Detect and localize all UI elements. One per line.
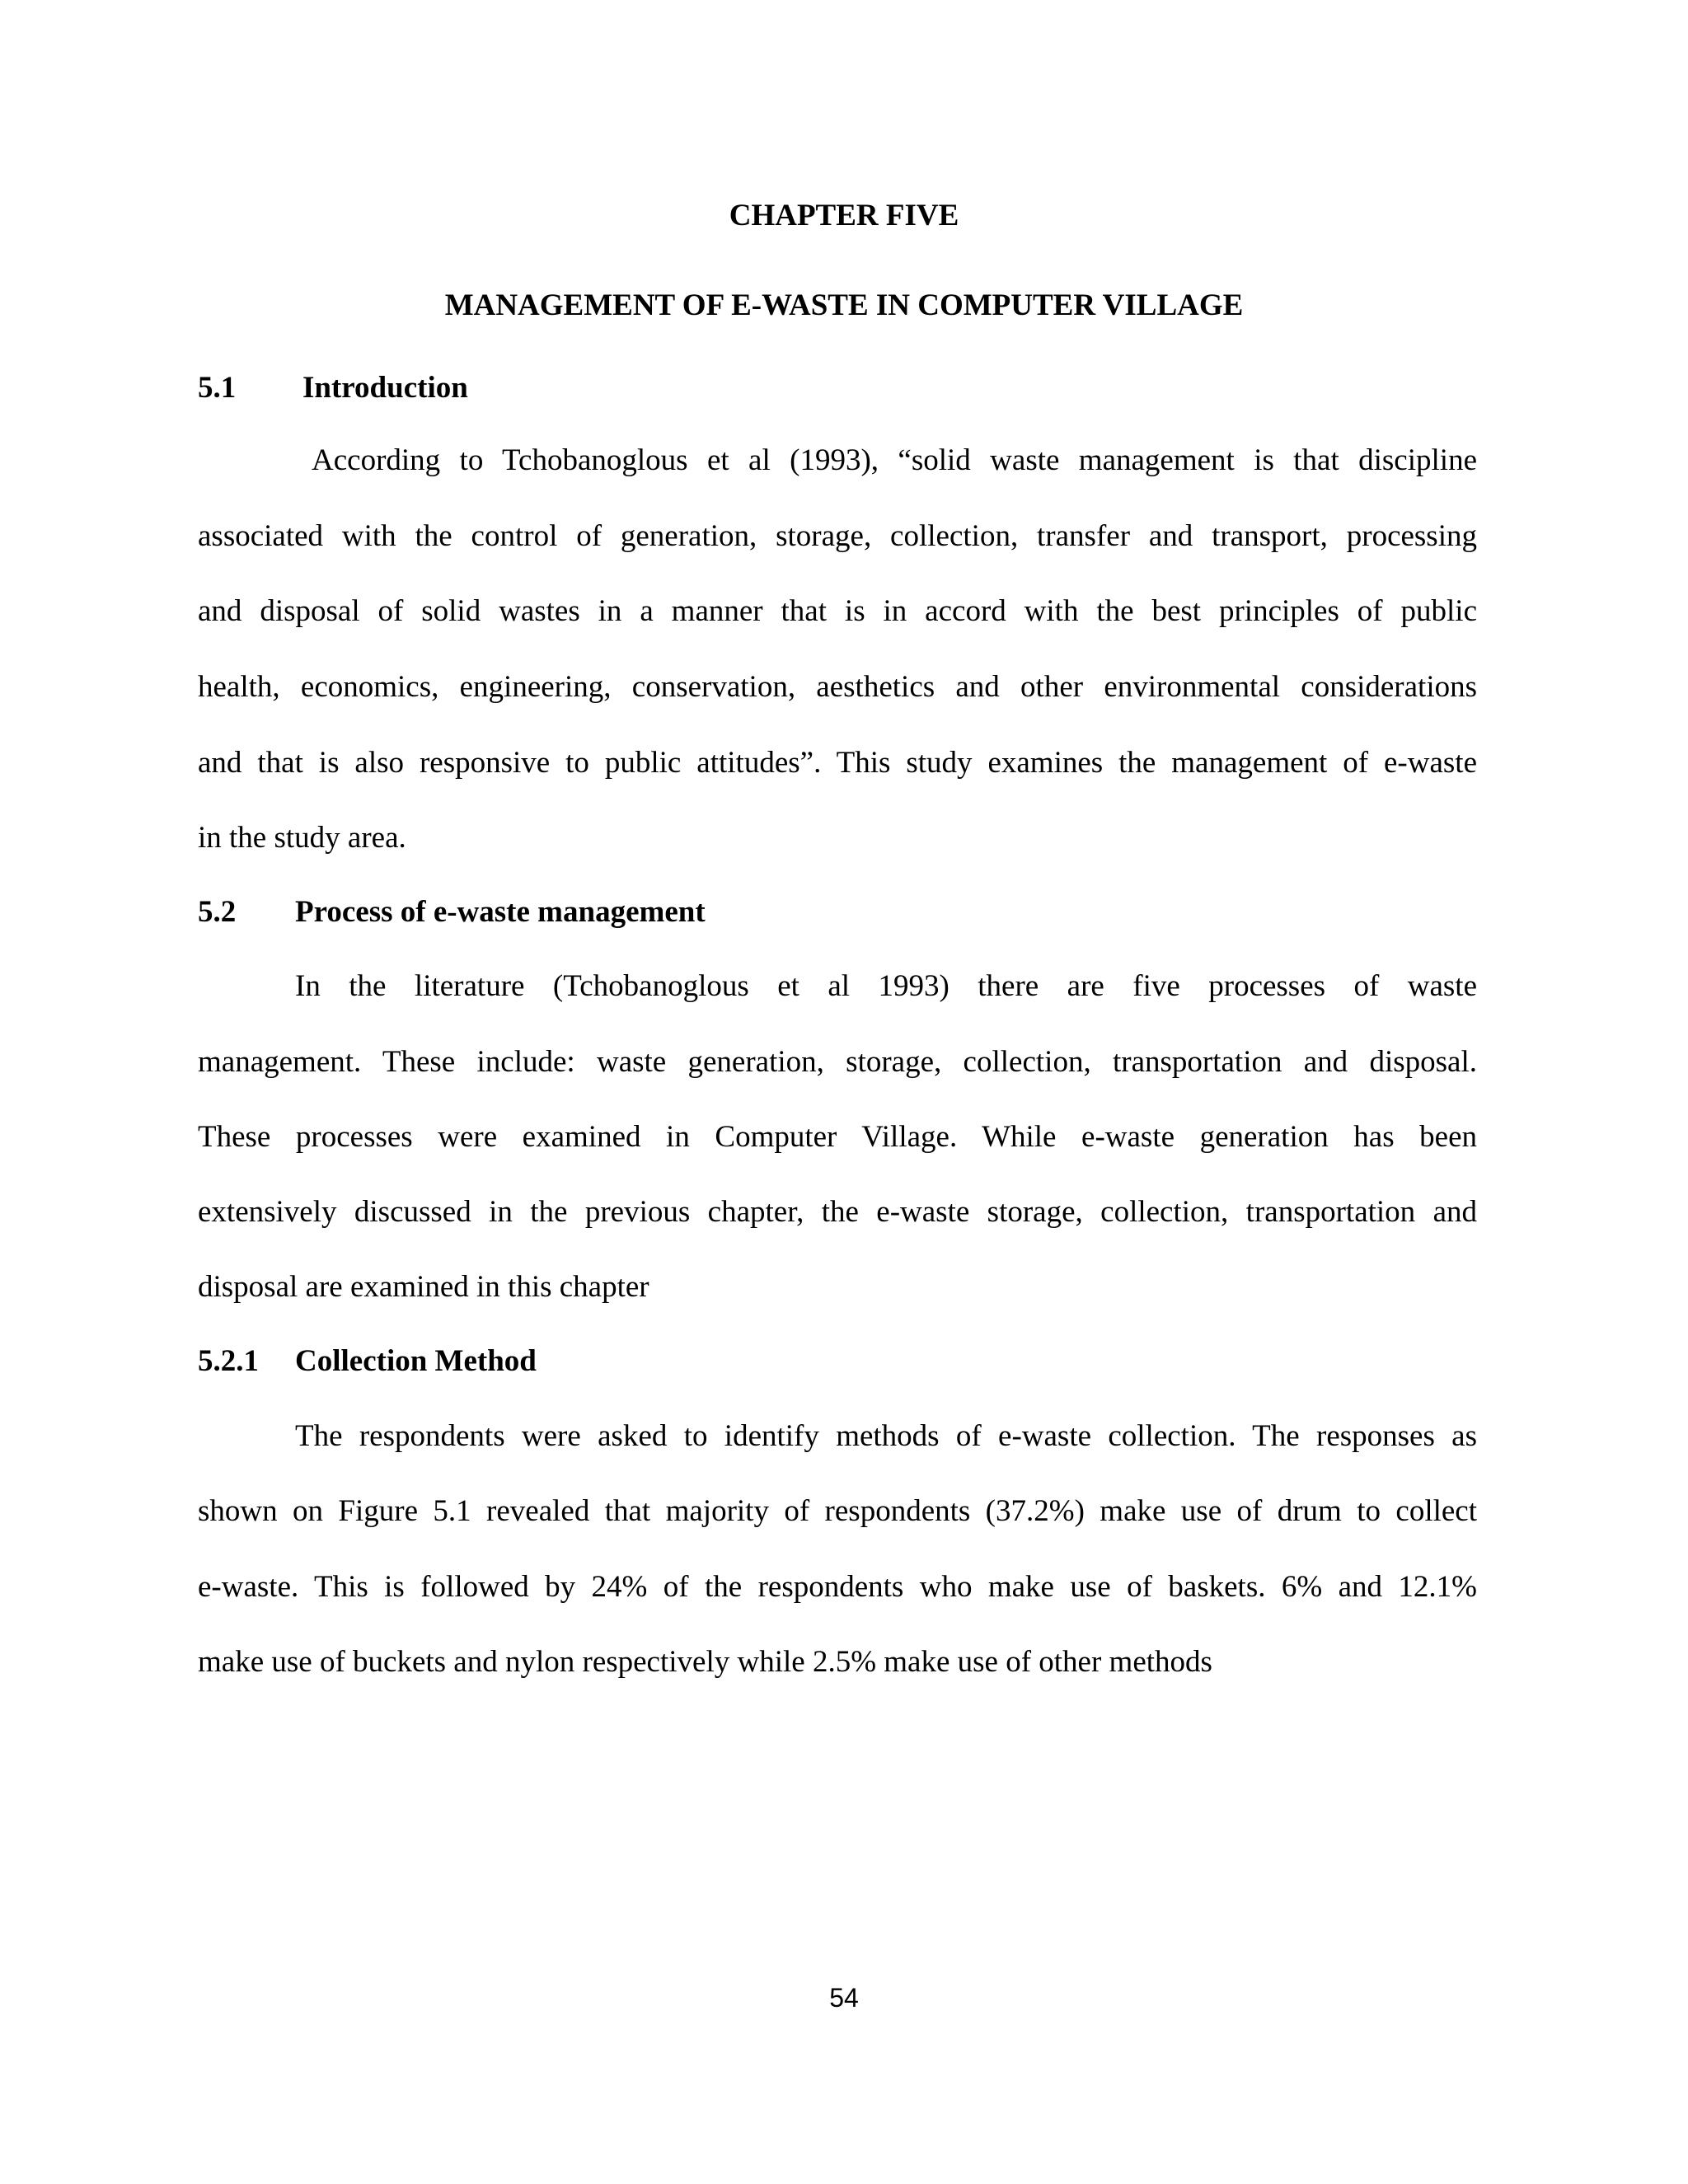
paragraph-line: disposal are examined in this chapter: [198, 1270, 649, 1304]
section-number: 5.2: [198, 895, 237, 929]
paragraph-line: associated with the control of generation, storage, collection, transfer and transport, processing: [198, 519, 1477, 553]
paragraph-line: management. These include: waste generation, storage, collection, transportation and disposal.: [198, 1045, 1477, 1079]
section-heading-5-2: [198, 894, 706, 930]
section-number: 5.1: [198, 371, 237, 405]
section-title: Collection Method: [295, 1344, 537, 1378]
paragraph-line: The respondents were asked to identify methods of e-waste collection. The responses as: [295, 1419, 1477, 1453]
chapter-title: MANAGEMENT OF E-WASTE IN COMPUTER VILLAGE: [444, 288, 1244, 322]
paragraph-line: and disposal of solid wastes in a manner that is in accord with the best principles of public: [198, 594, 1477, 628]
chapter-label: CHAPTER FIVE: [729, 199, 959, 232]
section-heading-5-2-1: [198, 1343, 537, 1379]
paragraph-line: make use of buckets and nylon respectively while 2.5% make use of other methods: [198, 1645, 1212, 1679]
paragraph-line: extensively discussed in the previous chapter, the e-waste storage, collection, transportation and: [198, 1195, 1477, 1229]
section-number: 5.2.1: [198, 1344, 259, 1378]
section-title: Introduction: [302, 371, 468, 405]
paragraph-line: and that is also responsive to public attitudes”. This study examines the management of e-waste: [198, 746, 1477, 780]
paragraph-line: shown on Figure 5.1 revealed that majority of respondents (37.2%) make use of drum to collect: [198, 1494, 1477, 1528]
section-heading-5-1: [198, 370, 468, 405]
page-number: 54: [829, 1983, 859, 2013]
section-title: Process of e-waste management: [295, 895, 706, 929]
paragraph-line: in the study area.: [198, 821, 406, 855]
paragraph-line: e-waste. This is followed by 24% of the respondents who make use of baskets. 6% and 12.1%: [198, 1570, 1477, 1604]
paragraph-line: These processes were examined in Computer Village. While e-waste generation has been: [198, 1120, 1477, 1154]
paragraph-line: health, economics, engineering, conservation, aesthetics and other environmental considerations: [198, 670, 1477, 704]
paragraph-line: According to Tchobanoglous et al (1993), “solid waste management is that discipline: [312, 443, 1477, 477]
paragraph-line: In the literature (Tchobanoglous et al 1993) there are five processes of waste: [295, 969, 1477, 1003]
